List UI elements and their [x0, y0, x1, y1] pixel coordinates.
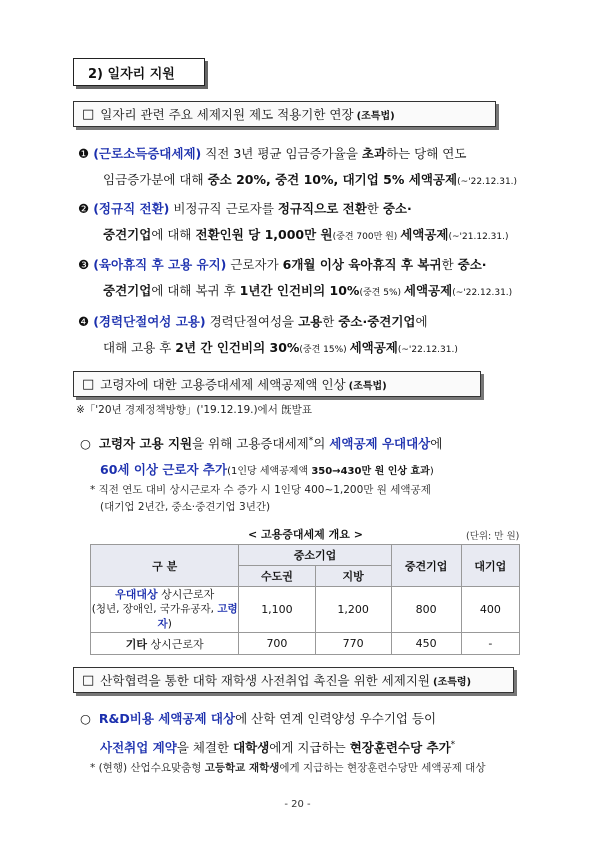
- cell: 1,200: [315, 587, 391, 633]
- law-ref: (조특령): [433, 676, 472, 688]
- law-ref: (조특법): [348, 380, 387, 392]
- header-sme: 중소기업: [239, 545, 391, 566]
- header-capital: 수도권: [239, 566, 315, 587]
- number-1-icon: ❶: [78, 146, 90, 161]
- square-icon: □: [82, 106, 95, 122]
- table-row: [91, 587, 520, 633]
- paragraph-elderly-support: ○ 고령자 고용 지원을 위해 고용증대세제*의 세액공제 우대대상에 60세 이상 근로자 추가(1인당 세액공제액 350→430만 원 인상 효과): [80, 436, 443, 478]
- square-icon: □: [82, 376, 95, 392]
- heading-box-industry-academia: [73, 667, 514, 693]
- square-icon: □: [82, 672, 95, 688]
- heading-text: 산학협력을 통한 대학 재학생 사전취업 촉진을 위한 세제지원: [100, 673, 430, 688]
- footnote-period: (대기업 2년간, 중소·중견기업 3년간): [100, 501, 271, 513]
- list-item-regular-conversion: ❷ (정규직 전환) 비정규직 근로자를 정규직으로 전환한 중소· 중견기업에 대해 전환인원 당 1,000만 원(중견 700만 원) 세액공제(~'21.12.31.): [78, 201, 509, 242]
- law-ref: (조특법): [356, 110, 395, 122]
- header-local: 지방: [315, 566, 391, 587]
- heading-text: 고령자에 대한 고용증대세제 세액공제액 인상: [100, 377, 346, 392]
- employment-tax-table: [90, 544, 520, 655]
- number-3-icon: ❸: [78, 257, 90, 272]
- cell: 400: [461, 587, 519, 633]
- reference-note: ※「'20년 경제정책방향」('19.12.19.)에서 旣발표: [76, 404, 312, 416]
- header-mid: 중견기업: [391, 545, 461, 587]
- page-number: - 20 -: [284, 799, 311, 810]
- header-large: 대기업: [461, 545, 519, 587]
- cell: -: [461, 633, 519, 655]
- cell: 800: [391, 587, 461, 633]
- row-label: 기타 상시근로자: [91, 633, 239, 655]
- cell: 1,100: [239, 587, 315, 633]
- list-item-wage-increase: ❶ (근로소득증대세제) 직전 3년 평균 임금증가율을 초과하는 당해 연도 임금증가분에 대해 중소 20%, 중견 10%, 대기업 5% 세액공제(~'22.12.31.): [78, 146, 518, 187]
- cell: 700: [239, 633, 315, 655]
- number-4-icon: ❹: [78, 314, 90, 329]
- footnote-current-rule: * (현행) 산업수요맞춤형 고등학교 재학생에게 지급하는 현장훈련수당만 세액공제 대상: [90, 762, 486, 774]
- cell: 450: [391, 633, 461, 655]
- heading-box-elderly-employment: [73, 371, 481, 397]
- table-caption: < 고용증대세제 개요 >: [248, 528, 363, 541]
- list-item-parental-leave: ❸ (육아휴직 후 고용 유지) 근로자가 6개월 이상 육아휴직 후 복귀한 중소· 중견기업에 대해 복귀 후 1년간 인건비의 10%(중견 5%) 세액공제(~'22.12.31.): [78, 257, 513, 298]
- heading-box-job-tax-extension: [73, 101, 496, 127]
- row-label: 우대대상 상시근로자 (청년, 장애인, 국가유공자, 고령자): [91, 587, 239, 633]
- circle-bullet-icon: ○: [80, 711, 91, 726]
- paragraph-pre-employment: ○ R&D비용 세액공제 대상에 산학 연계 인력양성 우수기업 등이 사전취업 계약을 체결한 대학생에게 지급하는 현장훈련수당 추가*: [80, 711, 456, 756]
- header-category: 구 분: [91, 545, 239, 587]
- table-unit: (단위: 만 원): [466, 531, 520, 542]
- cell: 770: [315, 633, 391, 655]
- section-title: 2) 일자리 지원: [73, 58, 205, 86]
- heading-text: 일자리 관련 주요 세제지원 제도 적용기한 연장: [100, 107, 354, 122]
- table-row: [91, 633, 520, 655]
- circle-bullet-icon: ○: [80, 436, 91, 452]
- footnote-increase: * 직전 연도 대비 상시근로자 수 증가 시 1인당 400~1,200만 원 세액공제: [90, 484, 431, 496]
- number-2-icon: ❷: [78, 201, 90, 216]
- list-item-career-break-women: ❹ (경력단절여성 고용) 경력단절여성을 고용한 중소·중견기업에 대해 고용 후 2년 간 인건비의 30%(중견 15%) 세액공제(~'22.12.31.): [78, 314, 458, 355]
